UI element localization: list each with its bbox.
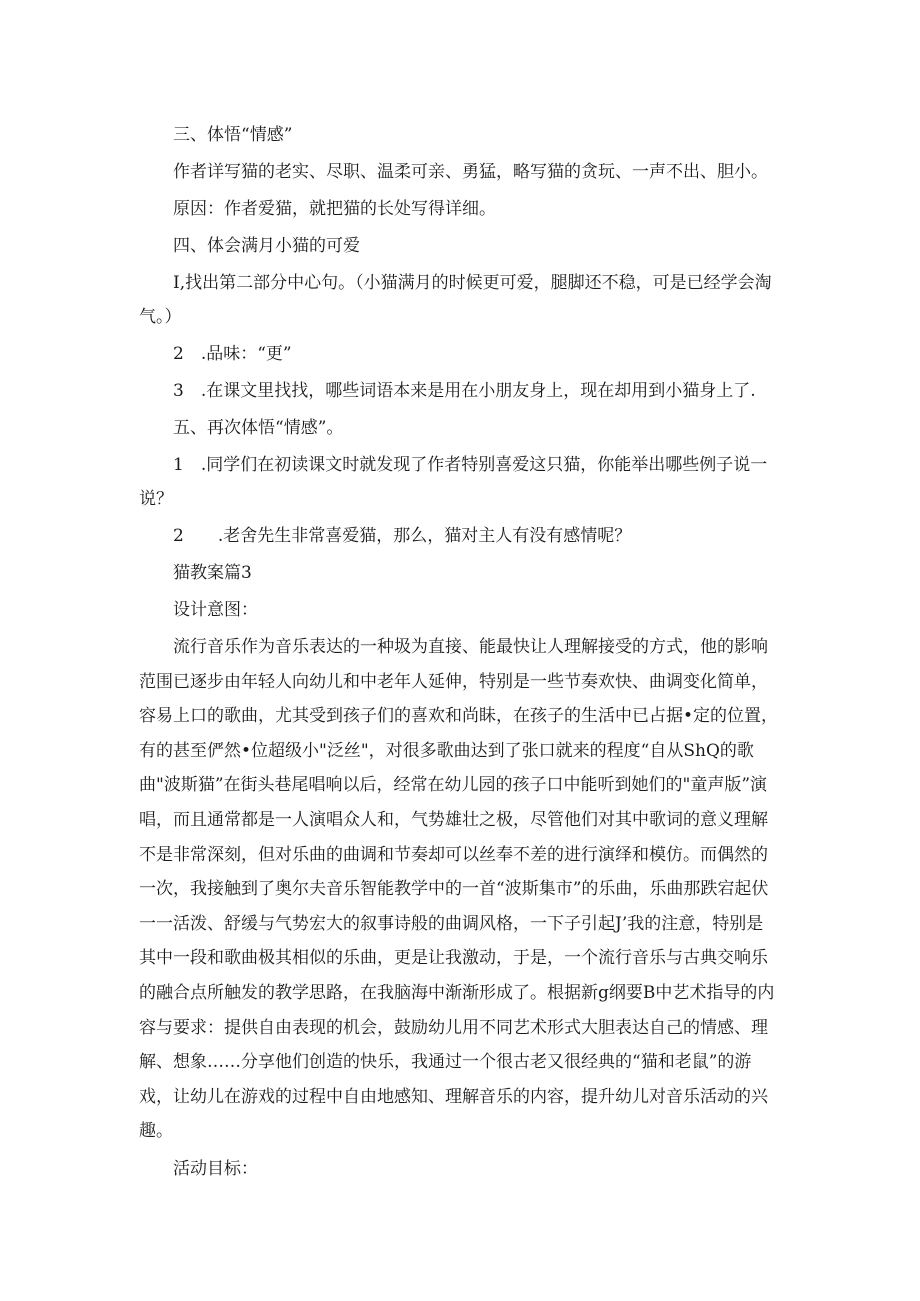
section-heading-5: 五、再次体悟“情感”。 [173, 418, 344, 438]
subheading-design-intent: 设计意图： [173, 600, 258, 620]
section-heading-4: 四、体会满月小猫的可爱 [173, 236, 360, 256]
list-item: 2 .老舍先生非常喜爱猫，那么，猫对主人有没有感情呢？ [173, 526, 632, 546]
article-title: 猫教案篇3 [173, 563, 252, 583]
document-body [139, 118, 779, 1186]
list-item: 3 .在课文里找找，哪些词语本来是用在小朋友身上，现在却用到小猫身上了. [173, 381, 756, 401]
subheading-activity-goals: 活动目标： [173, 1158, 258, 1179]
paragraph: 原因：作者爱猫，就把猫的长处写得详细。 [173, 199, 496, 219]
list-item: 1 .同学们在初读课文时就发现了作者特别喜爱这只猫，你能举出哪些例子说一说？ [139, 455, 768, 509]
list-item: I,找出第二部分中心句。（小猫满月的时候更可爱，腿脚还不稳，可是已经学会淘气。） [139, 273, 772, 327]
paragraph: 作者详写猫的老实、尽职、温柔可亲、勇猛，略写猫的贪玩、一声不出、胆小。 [173, 162, 768, 182]
list-item: 2 .品味：“更” [173, 344, 292, 364]
section-heading-3: 三、体悟“情感” [173, 125, 293, 145]
paragraph: 流行音乐作为音乐表达的一种圾为直接、能最快让人理解接受的方式，他的影响范围已逐步由年轻人向幼儿和中老年人延伸，特别是一些节奏欢快、曲调变化简单，容易上口的歌曲，尤其受到孩子们的喜欢和尚眛，在孩子的生活中已占据•定的位置，有的甚至俨然•位超级小"泛丝"，对很多歌曲达到了张口就来的程度“自从ShQ的歌曲"波斯猫”在街头巷尾唱响以后，经常在幼儿园的孩子口中能听到她们的"童声版”演唱，而且通常都是一人演唱众人和，气势雄壮之极，尽管他们对其中歌词的意义理解不是非常深刻，但对乐曲的曲调和节奏却可以丝奉不差的进行演绎和模仿。而偶然的一次，我接触到了奥尔夫音乐智能教学中的一首“波斯集市”的乐曲，乐曲那跌宕起伏一一活泼、舒缓与气势宏大的叙事诗般的曲调风格，一下子引起J’我的注意，特别是其中一段和歌曲极其相似的乐曲，更是让我激动，于是，一个流行音乐与古典交响乐的融合点所触发的教学思路，在我脑海中渐渐形成了。根据新g纲要B中艺术指导的内容与要求：提供自由表现的机会，鼓励幼儿用不同艺术形式大胆表达自己的情感、理解、想象……分享他们创造的快乐，我通过一个很古老又很经典的“猫和老鼠”的游戏，让幼儿在游戏的过程中自由地感知、理解音乐的内容，提升幼儿对音乐活动的兴趣。 [139, 637, 779, 1142]
